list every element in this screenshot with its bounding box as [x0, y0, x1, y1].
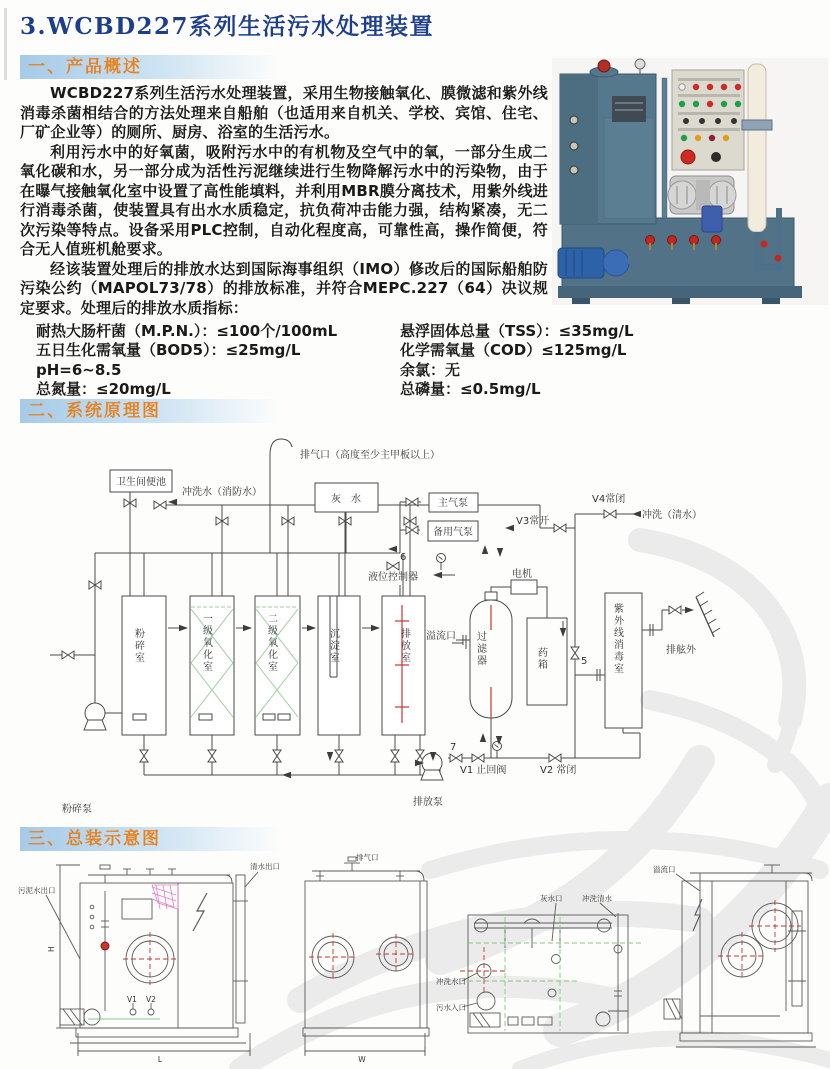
- crush-pump-label: 粉碎泵: [62, 804, 92, 815]
- spec-bod5: 五日生化需氧量（BOD5）：≤25mg/L: [36, 341, 301, 360]
- sewage-inlet-label: 污水入口: [436, 1003, 466, 1012]
- overview-paragraph-1: WCBD227系列生活污水处理装置，采用生物接触氧化、膜微滤和紫外线消毒杀菌相结合的方法处理来自船舶（也适用来自机关、学校、宾馆、住宅、厂矿企业等）的厕所、厨房、浴室的生活污水。: [20, 84, 548, 141]
- tank-handwheel: [598, 60, 610, 72]
- spec-chlorine: 余氯：无: [400, 360, 461, 379]
- photo-control-panel: [672, 70, 744, 170]
- num5-label: 5: [581, 656, 588, 667]
- assembly-pink-hatch: [152, 885, 178, 909]
- assembly-linework: [46, 857, 816, 1056]
- system-schematic-diagram: [0, 425, 830, 820]
- grey-port-label: 灰水口: [540, 894, 563, 903]
- section-header-assembly: [20, 827, 280, 851]
- num7-label: 7: [450, 742, 457, 753]
- section-header-assembly-label: 三、总装示意图: [28, 829, 161, 849]
- dim-h-label: H: [47, 946, 56, 952]
- overflow-label: 溢流口: [426, 631, 456, 642]
- v2-label: V2 常闭: [540, 765, 577, 776]
- assembly-drawings: [0, 851, 830, 1069]
- dim-w-label: W: [358, 1055, 366, 1064]
- num6-label: 6: [400, 552, 407, 563]
- sludge-outlet-label: 污泥水出口: [18, 886, 56, 895]
- tank-ox1-label: 一级氧化室: [200, 613, 212, 673]
- main-air-pump-label: 主气泵: [438, 498, 468, 509]
- uv-room-label: 紫外线消毒室: [611, 603, 623, 675]
- section-header-overview-label: 一、产品概述: [28, 57, 142, 77]
- tank-sed-label: 沉淀室: [327, 628, 339, 664]
- v3-label: V3常开: [516, 516, 550, 527]
- section-header-schematic: [20, 399, 280, 423]
- overboard-label: 排舷外: [666, 645, 696, 656]
- product-photo: [552, 58, 828, 305]
- assembly-green-lines: [88, 917, 643, 1031]
- clean-outlet-label: 清水出口: [250, 862, 280, 871]
- spec-tss: 悬浮固体总量（TSS）：≤35mg/L: [400, 322, 634, 340]
- pressure-gauge: [635, 59, 645, 69]
- flush-clean-label-asm: 冲洗清水: [582, 894, 612, 903]
- v1-label: V1 止回阀: [460, 765, 507, 776]
- assembly-labels: [18, 852, 676, 1064]
- toilet-label: 卫生间便池: [116, 477, 166, 488]
- photo-dosing-motor: [702, 206, 722, 232]
- asm-vent-label: 排气口: [356, 853, 379, 862]
- flush-fire-label: 冲洗水（消防水）: [182, 487, 262, 498]
- motor-label: 电机: [512, 569, 532, 580]
- filter-label: 过滤器: [474, 631, 486, 667]
- dim-l-label: L: [157, 1055, 163, 1064]
- page-title: 3.WCBD227系列生活污水处理装置: [20, 13, 435, 40]
- assembly-view-side: [46, 865, 258, 1056]
- assembly-view-plan: [462, 903, 628, 1033]
- asm-v1-label: V1: [127, 995, 137, 1004]
- chem-box-label: 药箱: [535, 647, 547, 671]
- photo-tank: [560, 59, 667, 224]
- overview-paragraph-3: 经该装置处理后的排放水达到国际海事组织（IMO）修改后的国际船舶防污染公约（MAPOL73/78）的排放标准，并符合MEPC.227（64）决议规定要求。处理后的排放水质指标：: [20, 259, 548, 317]
- spec-mpn: 耐热大肠杆菌（M.P.N.）：≤100个/100mL: [36, 322, 338, 340]
- section-header-schematic-label: 二、系统原理图: [28, 401, 161, 421]
- spec-nitrogen: 总氮量：≤20mg/L: [36, 379, 171, 398]
- spec-phosphorus: 总磷量：≤0.5mg/L: [400, 379, 541, 398]
- scan-edge-artifact: [4, 8, 7, 80]
- level-controller-label: 液位控制器: [368, 572, 418, 583]
- spec-ph: pH=6~8.5: [36, 360, 122, 379]
- spec-cod: 化学需氧量（COD）≤125mg/L: [400, 341, 627, 360]
- discharge-pump-label: 排放泵: [413, 797, 443, 808]
- selector-knob: [711, 152, 721, 162]
- grey-water-label: 灰 水: [331, 494, 361, 505]
- tank-ox2-label: 二级氧化室: [265, 613, 277, 673]
- emergency-stop-button: [681, 150, 695, 164]
- assembly-view-end: [664, 865, 816, 1047]
- flush-clean-label: 冲洗（清水）: [642, 510, 702, 521]
- section-header-overview: [20, 55, 280, 79]
- effluent-spec-list: [36, 322, 818, 399]
- tank-crush-label: 粉碎室: [132, 628, 144, 664]
- overview-paragraph-2: 利用污水中的好氧菌，吸附污水中的有机物及空气中的氧，一部分生成二氧化碳和水，另一部分成为活性污泥继续进行生物降解污水中的污染物，由于在曝气接触氧化室中设置了高性能填料，并利用MBR膜分离技术，用紫外线进行消毒杀菌，使装置具有出水水质稳定，抗负荷冲击能力强，结构紧凑，无二次污染等特点。设备采用PLC控制，自动化程度高，可靠性高，操作简便，符合无人值班机舱要求。: [20, 142, 548, 258]
- assembly-view-front: [303, 857, 429, 1056]
- vent-label: 排气口（高度至少主甲板以上）: [300, 450, 440, 461]
- backup-air-pump-label: 备用气泵: [433, 527, 473, 538]
- overview-paragraphs: [20, 84, 548, 318]
- tank-dis-label: 排放室: [398, 628, 410, 664]
- asm-v2-label: V2: [146, 995, 156, 1004]
- overflow-label-asm: 溢流口: [653, 865, 676, 874]
- flush-port-label: 冲洗水口: [436, 977, 466, 986]
- v4-label: V4常闭: [592, 494, 626, 505]
